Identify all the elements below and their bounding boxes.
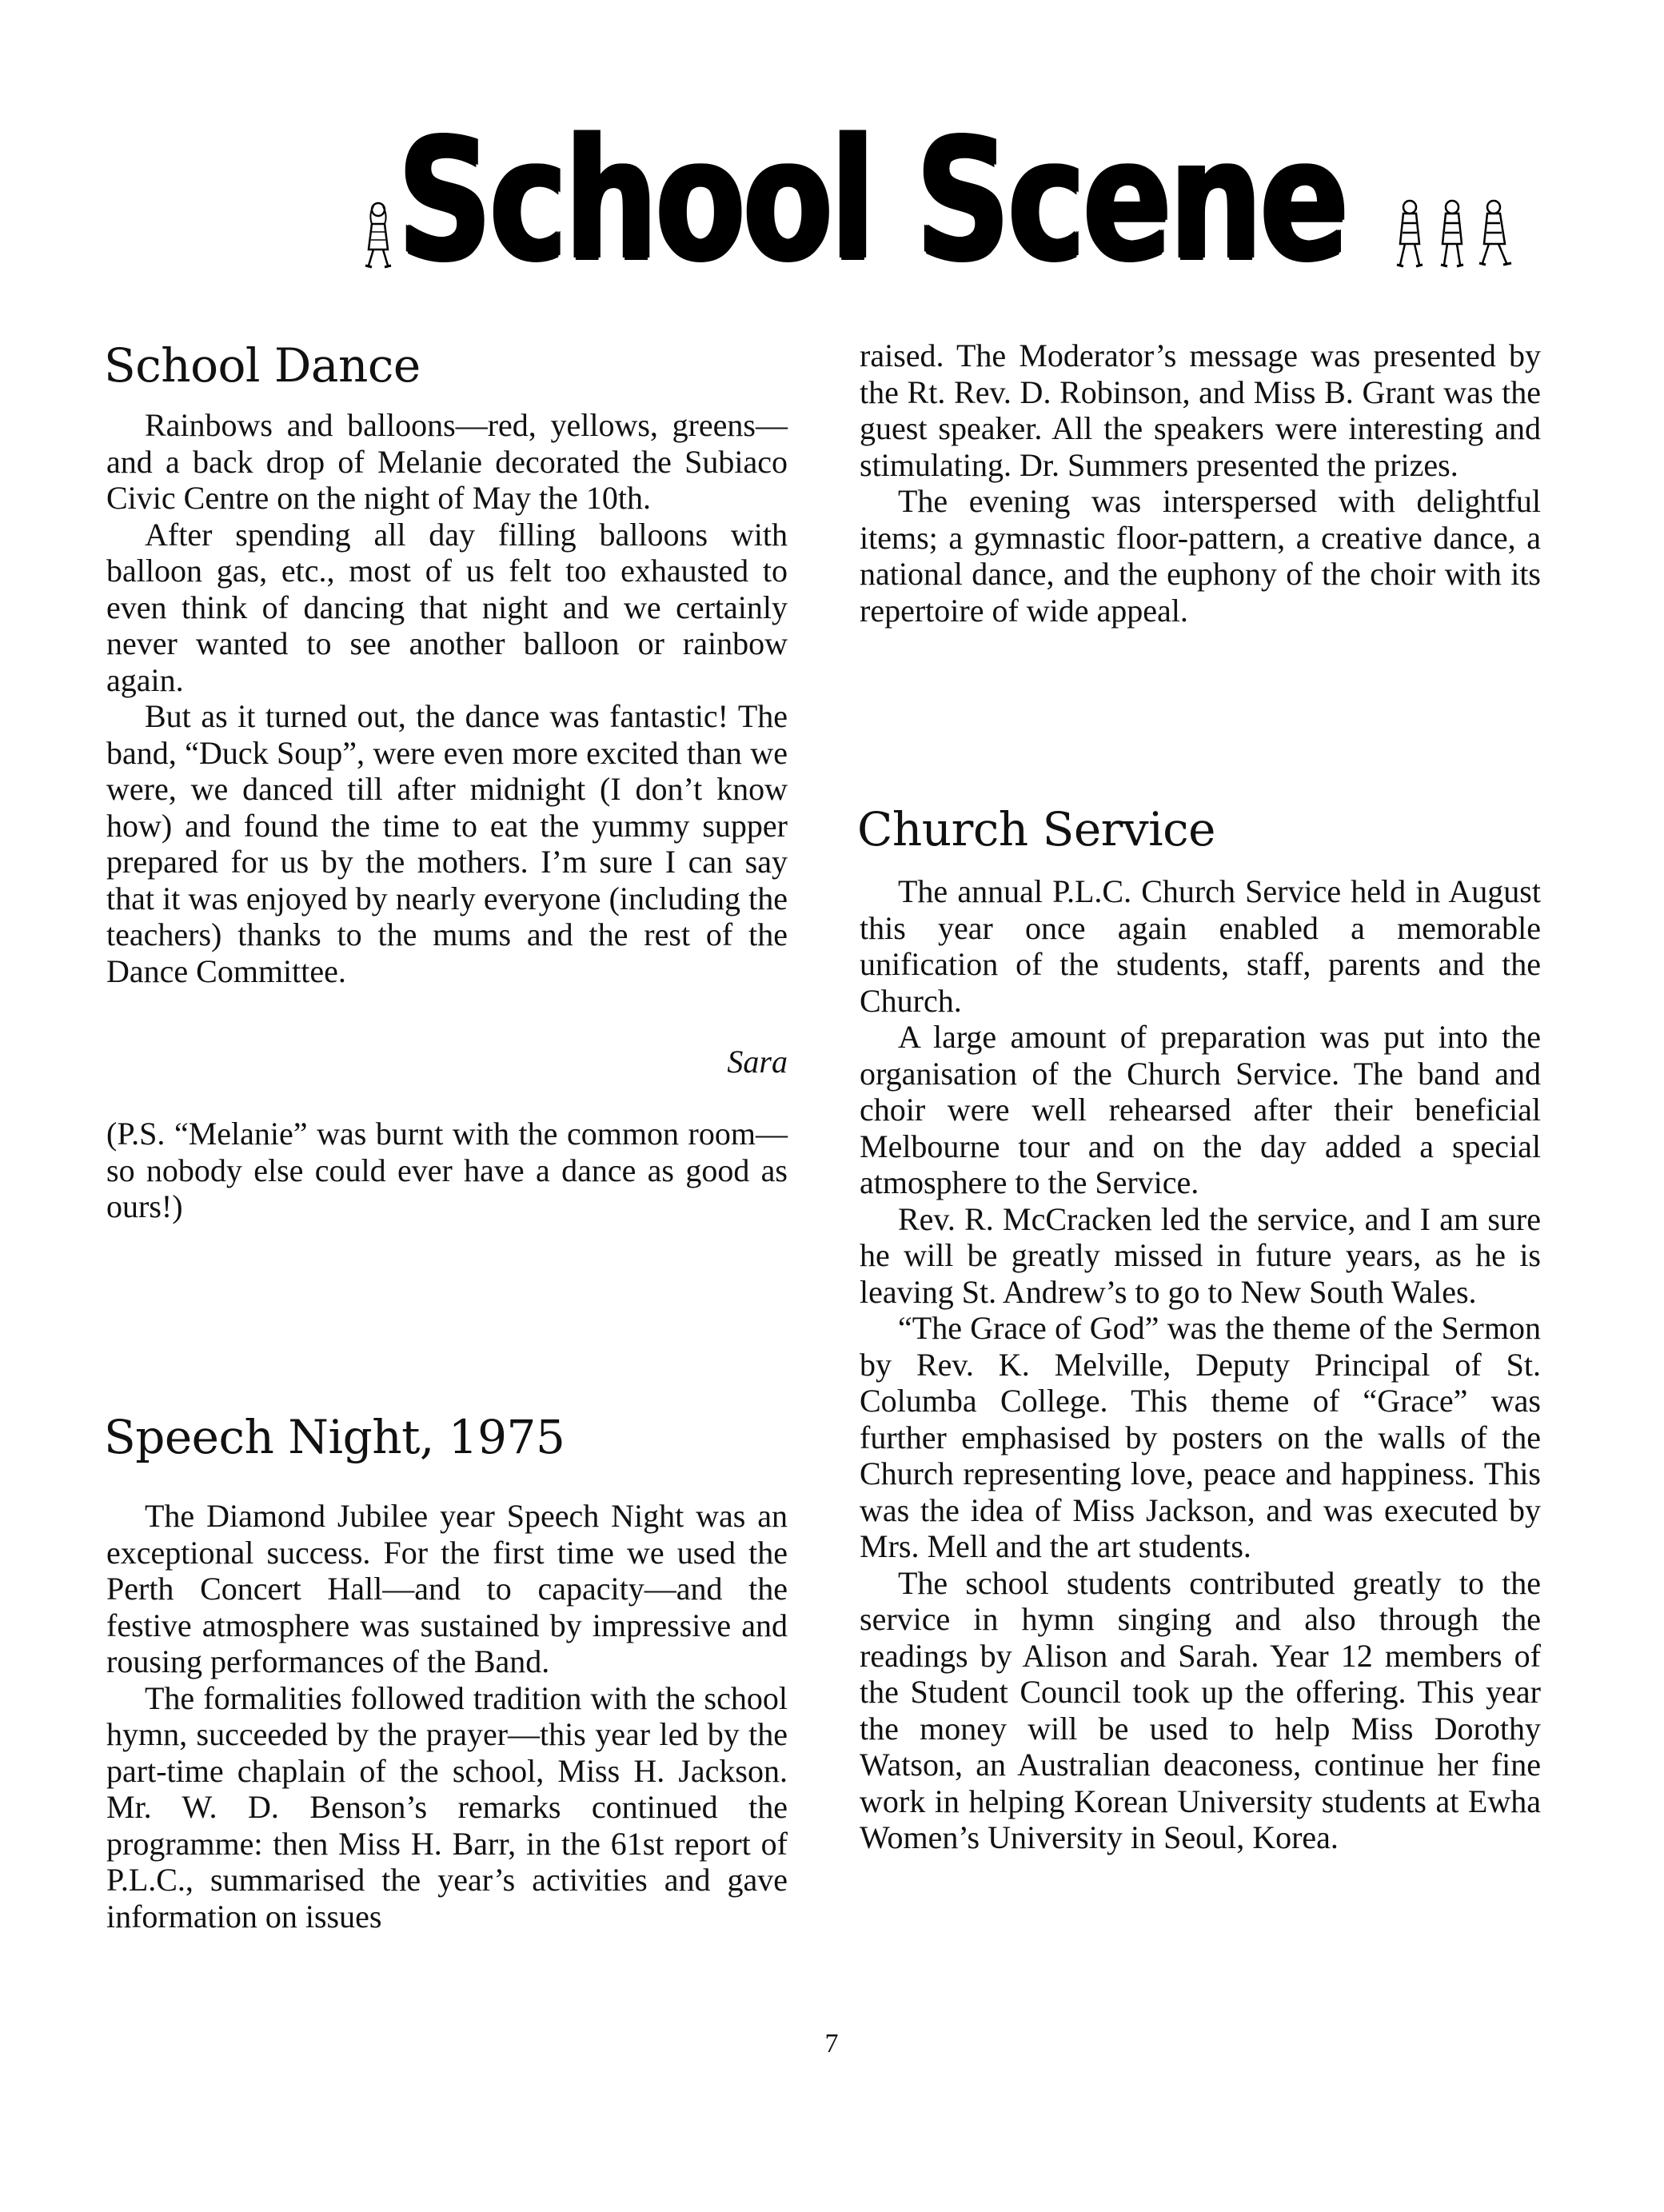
church-service-paragraph: The school students contributed greatly to the service in hymn singing and also through the readings by Alison and Sarah. Year 12 members of the Student Council took up the offering. This year the money will be used to help Miss Dorothy Watson, an Australian deaconess, continue her fine work in helping Korean University students at Ewha Women’s University in Seoul, Korea. xyxy=(860,1564,1541,1855)
speech-night-paragraph: The formalities followed tradition with the school hymn, succeeded by the prayer—this year led by the part-time chaplain of the school, Miss H. Jackson. Mr. W. D. Benson’s remarks continued the programme: then Miss H. Barr, in the 61st report of P.L.C., summarised the year’s activities and gave information on issues xyxy=(106,1679,788,1935)
page-number: 7 xyxy=(824,2029,839,2058)
speech-night-continuation xyxy=(860,337,1541,629)
school-dance-paragraph: But as it turned out, the dance was fantastic! The band, “Duck Soup”, were even more excited than we were, we danced till after midnight (I don’t know how) and found the time to eat the yummy supper prepared for us by the mothers. I’m sure I can say that it was enjoyed by nearly everyone (including the teachers) thanks to the mums and the rest of the Dance Committee. xyxy=(106,698,788,989)
speech-night-paragraph: The Diamond Jubilee year Speech Night was an exceptional success. For the first time we used the Perth Concert Hall—and to capacity—and the festive atmosphere was sustained by impressive and rousing performances of the Band. xyxy=(106,1498,788,1679)
masthead xyxy=(352,102,1391,297)
speech-night-body xyxy=(106,1498,788,1935)
school-dance-postscript xyxy=(106,1116,788,1225)
speech-night-paragraph: The evening was interspersed with delightful items; a gymnastic floor-pattern, a creative dance, a national dance, and the euphony of the choir with its repertoire of wide appeal. xyxy=(860,483,1541,629)
church-service-paragraph: The annual P.L.C. Church Service held in August this year once again enabled a memorable unification of the students, staff, parents and the Church. xyxy=(860,873,1541,1019)
speech-night-paragraph: raised. The Moderator’s message was presented by the Rt. Rev. D. Robinson, and Miss B. Grant was the guest speaker. All the speakers were interesting and stimulating. Dr. Summers presented the prizes. xyxy=(860,337,1541,483)
school-dance-paragraph: Rainbows and balloons—red, yellows, greens—and a back drop of Melanie decorated the Subiaco Civic Centre on the night of May the 10th. xyxy=(106,407,788,516)
church-service-paragraph: Rev. R. McCracken led the service, and I am sure he will be greatly missed in future years, as he is leaving St. Andrew’s to go to New South Wales. xyxy=(860,1200,1541,1310)
church-service-heading: Church Service xyxy=(857,802,1215,856)
postscript-text: (P.S. “Melanie” was burnt with the common room—so nobody else could ever have a dance as good as ours!) xyxy=(106,1116,788,1224)
church-service-paragraph: “The Grace of God” was the theme of the Sermon by Rev. K. Melville, Deputy Principal of St. Columba College. This theme of “Grace” was further emphasised by posters on the walls of the Church representing love, peace and happiness. This was the idea of Miss Jackson, and was executed by Mrs. Mell and the art students. xyxy=(860,1310,1541,1564)
school-dance-paragraph: After spending all day filling balloons with balloon gas, etc., most of us felt too exhausted to even think of dancing that night and we certainly never wanted to see another balloon or rainbow again. xyxy=(106,516,788,698)
school-dance-heading: School Dance xyxy=(104,338,421,393)
school-dance-body xyxy=(106,407,788,989)
speech-night-heading: Speech Night, 1975 xyxy=(104,1410,565,1464)
church-service-body xyxy=(860,873,1541,1856)
masthead-title: School Scene xyxy=(397,102,1347,297)
author-signature: Sara xyxy=(727,1044,788,1080)
church-service-paragraph: A large amount of preparation was put into the organisation of the Church Service. The band and choir were well rehearsed after their beneficial Melbourne tour and on the day added a special atmosphere to the Service. xyxy=(860,1019,1541,1200)
three-walking-girls-figure-icon xyxy=(1391,196,1523,276)
